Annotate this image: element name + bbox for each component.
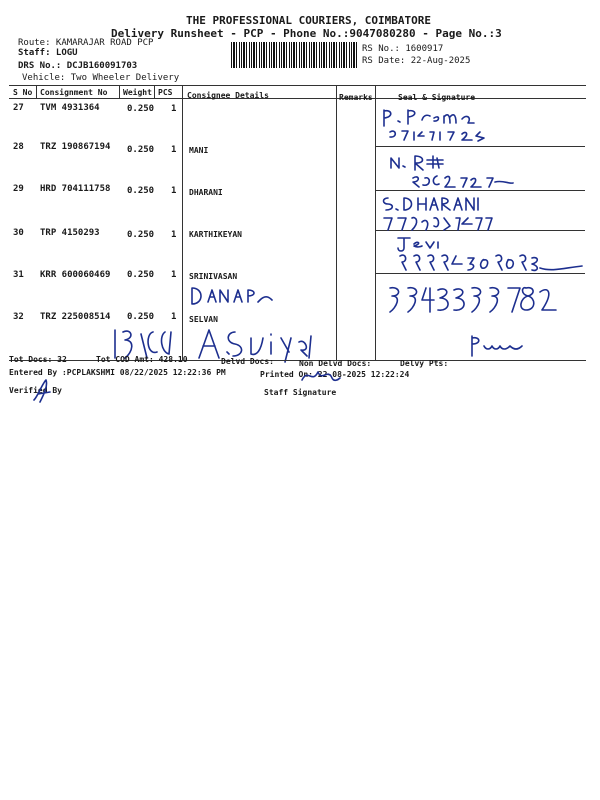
row-consignment: TRP 4150293 xyxy=(40,228,100,238)
row-weight: 0.250 xyxy=(127,145,155,155)
row-sno: 31 xyxy=(13,270,24,280)
row28-handwritten-signature xyxy=(385,150,585,190)
row32-handwritten-initials xyxy=(466,330,526,360)
row-weight: 0.250 xyxy=(127,186,155,196)
col-weight: Weight xyxy=(123,88,152,97)
row-consignment: HRD 704111758 xyxy=(40,184,111,194)
staff-label: Staff: LOGU xyxy=(18,48,78,58)
row-weight: 0.250 xyxy=(127,312,155,322)
row-consignee: DHARANI xyxy=(189,188,223,197)
row-consignee: SRINIVASAN xyxy=(189,272,238,281)
total-docs: Tot Docs: 32 xyxy=(9,355,67,364)
row-consignee: MANI xyxy=(189,146,209,155)
vehicle-label: Vehicle: Two Wheeler Delivery xyxy=(22,73,180,83)
row31-handwritten-name xyxy=(186,282,296,312)
verified-by-signature xyxy=(30,376,60,406)
row30-handwritten-signature xyxy=(392,232,592,277)
staff-signature-mark xyxy=(298,364,343,386)
row-consignment: TRZ 225008514 xyxy=(40,312,111,322)
delivery-points: Delvy Pts: xyxy=(400,359,449,368)
row-pcs: 1 xyxy=(171,186,177,196)
total-cod-amount: Tot COD Amt: 428.10 xyxy=(96,355,188,364)
entered-by: Entered By :PCPLAKSHMI 08/22/2025 12:22:36 PM xyxy=(9,368,226,377)
barcode-image xyxy=(231,42,357,68)
drs-number: DRS No.: DCJB160091703 xyxy=(18,61,138,71)
row-pcs: 1 xyxy=(171,270,177,280)
row31-handwritten-phone xyxy=(380,282,585,322)
row-weight: 0.250 xyxy=(127,270,155,280)
row-consignment: KRR 600060469 xyxy=(40,270,111,280)
delivered-docs: Delvd Docs: xyxy=(221,357,274,366)
runsheet-title: Delivery Runsheet - PCP - Phone No.:9047080280 - Page No.:3 xyxy=(111,27,502,40)
rs-date: RS Date: 22-Aug-2025 xyxy=(362,56,471,66)
col-consignee: Consignee Details xyxy=(187,91,269,100)
company-name: THE PROFESSIONAL COURIERS, COIMBATORE xyxy=(186,14,432,27)
row-pcs: 1 xyxy=(171,145,177,155)
row-consignment: TVM 4931364 xyxy=(40,103,100,113)
col-pcs: PCS xyxy=(158,88,173,97)
row-pcs: 1 xyxy=(171,104,177,114)
col-consignment: Consignment No xyxy=(40,88,108,97)
non-delivered-docs: Non Delvd Docs: xyxy=(299,359,372,368)
rs-number: RS No.: 1600917 xyxy=(362,44,444,54)
row-sno: 30 xyxy=(13,228,24,238)
col-sno: S No xyxy=(13,88,33,97)
row-consignment: TRZ 190867194 xyxy=(40,142,111,152)
col-seal-signature: Seal & Signature xyxy=(398,93,476,102)
row-sno: 27 xyxy=(13,103,24,113)
staff-signature: Staff Signature xyxy=(264,388,337,397)
col-remarks: Remarks xyxy=(339,93,373,102)
verified-by: Verified By xyxy=(9,386,62,395)
row-sno: 29 xyxy=(13,184,24,194)
row27-handwritten-signature xyxy=(378,104,578,144)
row-sno: 28 xyxy=(13,142,24,152)
row-weight: 0.250 xyxy=(127,230,155,240)
printed-on: Printed On: 22-08-2025 12:22:24 xyxy=(260,370,410,379)
route-label: Route: KAMARAJAR ROAD PCP xyxy=(18,38,154,48)
row-consignee: SELVAN xyxy=(189,315,218,324)
row-weight: 0.250 xyxy=(127,104,155,114)
row29-handwritten-signature xyxy=(378,192,578,232)
row-pcs: 1 xyxy=(171,230,177,240)
row-pcs: 1 xyxy=(171,312,177,322)
row-sno: 32 xyxy=(13,312,24,322)
row-consignee: KARTHIKEYAN xyxy=(189,230,242,239)
